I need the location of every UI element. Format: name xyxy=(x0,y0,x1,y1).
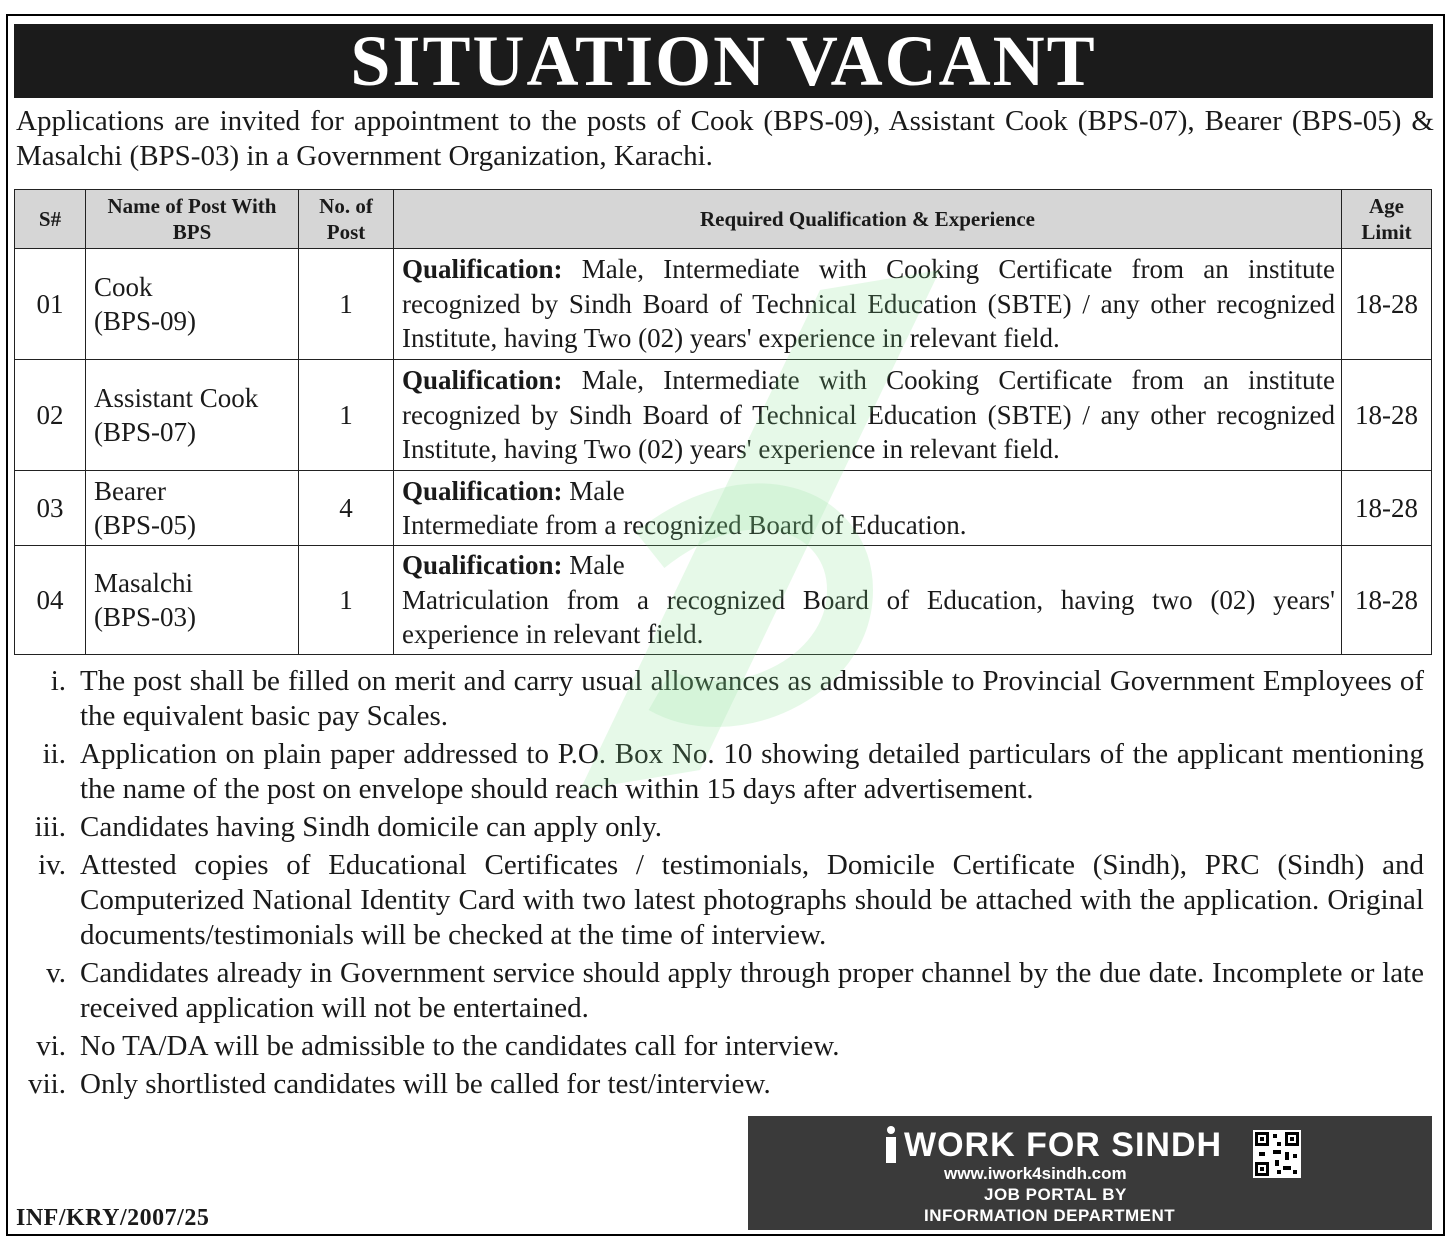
term-text: Attested copies of Educational Certificates / testimonials, Domicile Certificate (Sindh), PRC (Sindh) and Computerized National Identity Card with two latest photographs should be attached with the application. Original documents/testimonials will be checked at the time of interview. xyxy=(80,849,1424,951)
qr-code-icon xyxy=(1253,1130,1301,1178)
post-bps: (BPS-05) xyxy=(94,510,197,540)
terms-list xyxy=(16,664,1424,1105)
term-marker: iii. xyxy=(34,811,66,843)
table-row xyxy=(15,249,1432,360)
header-qualification: Required Qualification & Experience xyxy=(394,190,1342,249)
row-post xyxy=(86,546,299,655)
row-qualification xyxy=(394,249,1342,360)
qualification-gender: Male xyxy=(562,550,625,581)
row-post xyxy=(86,471,299,546)
list-item xyxy=(16,664,1424,734)
row-qualification xyxy=(394,360,1342,471)
list-item xyxy=(16,956,1424,1026)
term-text: The post shall be filled on merit and carry usual allowances as admissible to Provincial Government Employees of the equivalent basic pay Scales. xyxy=(80,665,1424,732)
row-sn: 03 xyxy=(15,471,86,546)
post-name: Masalchi xyxy=(94,567,193,598)
term-marker: iv. xyxy=(38,849,66,881)
row-age: 18-28 xyxy=(1342,249,1432,360)
row-num: 1 xyxy=(299,360,394,471)
header-sn: S# xyxy=(15,190,86,249)
qualification-gender: Male xyxy=(562,475,625,506)
term-marker: vi. xyxy=(36,1030,66,1062)
qualification-label: Qualification: xyxy=(402,254,563,285)
post-bps: (BPS-07) xyxy=(94,417,197,447)
brand-name: WORK FOR SINDH xyxy=(904,1126,1223,1164)
post-name: Assistant Cook xyxy=(94,382,259,413)
qualification-text: Intermediate from a recognized Board of Education. xyxy=(402,510,967,540)
post-name: Cook xyxy=(94,271,153,302)
post-bps: (BPS-03) xyxy=(94,602,197,632)
qualification-label: Qualification: xyxy=(402,365,563,396)
iwork-banner xyxy=(748,1116,1432,1230)
list-item xyxy=(16,1029,1424,1064)
post-name: Bearer xyxy=(94,475,166,506)
page-title: SITUATION VACANT xyxy=(350,21,1097,101)
row-num: 1 xyxy=(299,546,394,655)
term-marker: vii. xyxy=(28,1068,66,1100)
list-item xyxy=(16,848,1424,953)
row-qualification xyxy=(394,546,1342,655)
table-row xyxy=(15,360,1432,471)
row-sn: 04 xyxy=(15,546,86,655)
row-sn: 02 xyxy=(15,360,86,471)
header-age: Age Limit xyxy=(1342,190,1432,249)
term-text: Only shortlisted candidates will be called for test/interview. xyxy=(80,1068,771,1100)
reference-number: INF/KRY/2007/25 xyxy=(16,1205,210,1231)
row-age: 18-28 xyxy=(1342,471,1432,546)
table-header-row xyxy=(15,190,1432,249)
row-num: 4 xyxy=(299,471,394,546)
qualification-text: Male, Intermediate with Cooking Certificate from an institute recognized by Sindh Board of Technical Education (SBTE) / any other recognized Institute, having Two (02) years' experience in relevant field. xyxy=(402,365,1335,465)
row-post xyxy=(86,360,299,471)
row-num: 1 xyxy=(299,249,394,360)
row-age: 18-28 xyxy=(1342,546,1432,655)
term-text: Candidates having Sindh domicile can apply only. xyxy=(80,811,663,843)
term-text: Application on plain paper addressed to P.O. Box No. 10 showing detailed particulars of the applicant mentioning the name of the post on envelope should reach within 15 days after advertisement. xyxy=(80,738,1424,805)
qualification-text: Matriculation from a recognized Board of Education, having two (02) years' experience in relevant field. xyxy=(402,584,1335,650)
qualification-text: Male, Intermediate with Cooking Certificate from an institute recognized by Sindh Board of Technical Education (SBTE) / any other recognized Institute, having Two (02) years' experience in relevant field. xyxy=(402,254,1335,354)
post-bps: (BPS-09) xyxy=(94,306,197,336)
term-text: No TA/DA will be admissible to the candidates call for interview. xyxy=(80,1030,840,1062)
header-post: Name of Post With BPS xyxy=(86,190,299,249)
row-qualification xyxy=(394,471,1342,546)
portal-line-1: JOB PORTAL BY xyxy=(984,1185,1127,1204)
table-row xyxy=(15,471,1432,546)
row-sn: 01 xyxy=(15,249,86,360)
portal-url: www.iwork4sindh.com xyxy=(944,1164,1127,1183)
i-logo-icon xyxy=(882,1126,900,1164)
row-post xyxy=(86,249,299,360)
term-marker: i. xyxy=(50,665,66,697)
list-item xyxy=(16,810,1424,845)
row-age: 18-28 xyxy=(1342,360,1432,471)
posts-table xyxy=(14,189,1432,655)
qualification-label: Qualification: xyxy=(402,475,563,506)
intro-paragraph: Applications are invited for appointment to the posts of Cook (BPS-09), Assistant Cook (BPS-07), Bearer (BPS-05) & Masalchi (BPS-03) in a Government Organization, Karachi. xyxy=(16,105,1434,172)
list-item xyxy=(16,737,1424,807)
qualification-label: Qualification: xyxy=(402,550,563,581)
portal-line-2: INFORMATION DEPARTMENT xyxy=(924,1206,1176,1225)
title-bar xyxy=(14,21,1433,101)
term-marker: ii. xyxy=(42,738,66,770)
term-marker: v. xyxy=(46,957,66,989)
header-num: No. of Post xyxy=(299,190,394,249)
table-row xyxy=(15,546,1432,655)
term-text: Candidates already in Government service should apply through proper channel by the due date. Incomplete or late received application will not be entertained. xyxy=(80,957,1424,1024)
list-item xyxy=(16,1067,1424,1102)
